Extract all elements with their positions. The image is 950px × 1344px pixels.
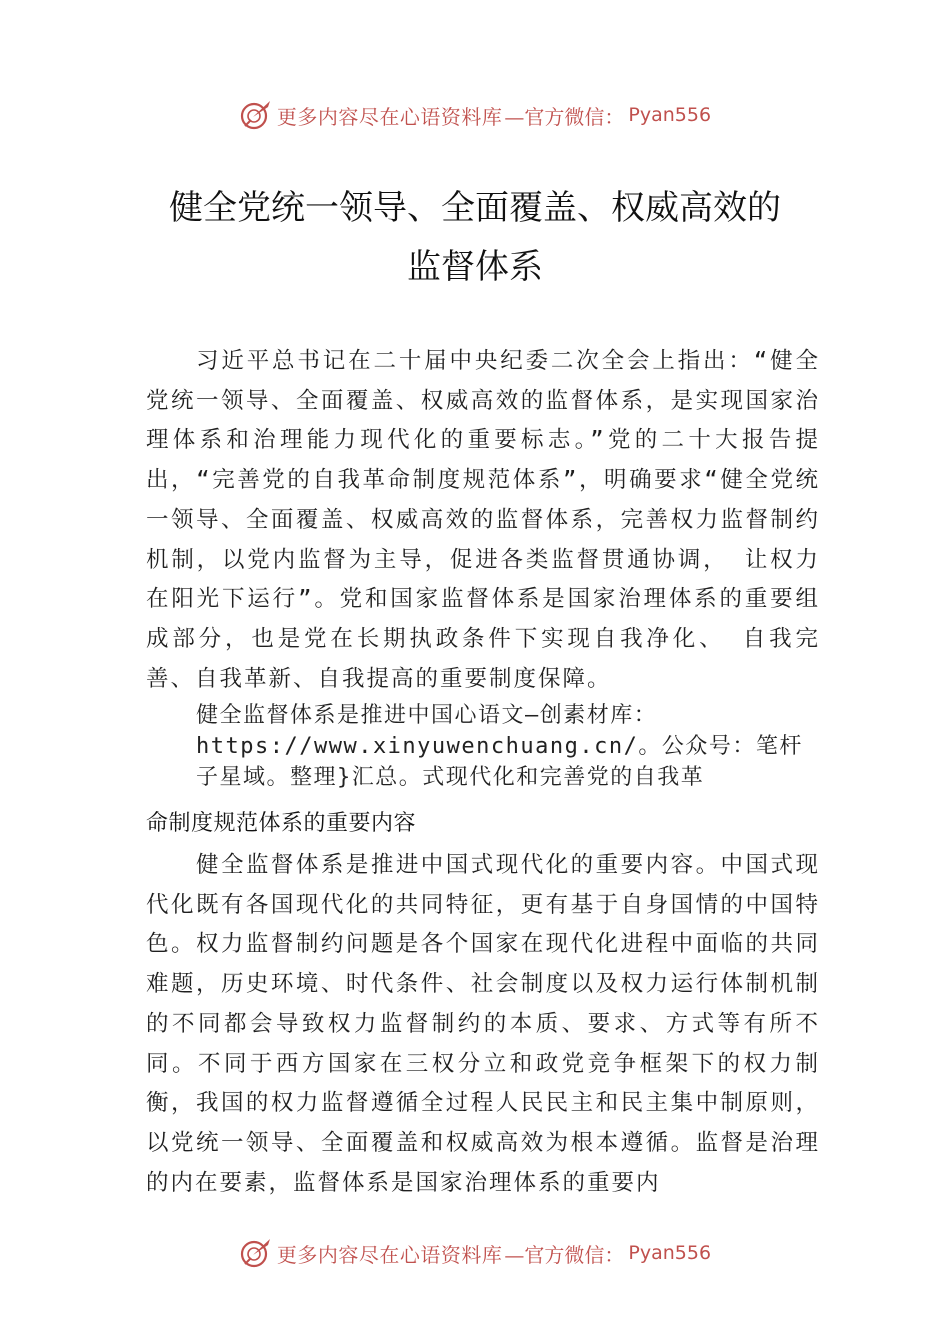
source-note: 健全监督体系是推进中国心语文—创素材库：https://www.xinyuwenchuang.cn/。公众号：笔杆子星域。整理}汇总。式现代化和完善党的自我革 (196, 703, 803, 790)
footer-banner (0, 1233, 950, 1273)
banner-sub-text: —官方微信： (504, 104, 625, 129)
banner-main-text: 更多内容尽在心语资料库 (276, 1242, 503, 1267)
banner-main-text: 更多内容尽在心语资料库 (276, 104, 503, 129)
section-heading: 命制度规范体系的重要内容 (146, 811, 417, 836)
banner-wechat-id: Pyan556 (628, 1242, 712, 1264)
paragraph-intro: 习近平总书记在二十届中央纪委二次全会上指出：“健全党统一领导、全面覆盖、权威高效的监督体系，是实现国家治理体系和治理能力现代化的重要标志。”党的二十大报告提出，“完善党的自我革命制度规范体系”，明确要求“健全党统一领导、全面覆盖、权威高效的监督体系，完善权力监督制约机制，以党内监督为主导，促进各类监督贯通协调， 让权力在阳光下运行”。党和国家监督体系是国家治理体系的重要组成部分，也是党在长期执政条件下实现自我净化、 自我完善、自我革新、自我提高的重要制度保障。 (146, 348, 820, 692)
quill-logo-icon (239, 98, 273, 132)
paragraph-body: 健全监督体系是推进中国式现代化的重要内容。中国式现代化既有各国现代化的共同特征，更有基于自身国情的中国特色。权力监督制约问题是各个国家在现代化进程中面临的共同难题，历史环境、时代条件、社会制度以及权力运行体制机制的不同都会导致权力监督制约的本质、要求、方式等有所不同。不同于西方国家在三权分立和政党竞争框架下的权力制衡，我国的权力监督遵循全过程人民民主和民主集中制原则，以党统一领导、全面覆盖和权威高效为根本遵循。监督是治理的内在要素，监督体系是国家治理体系的重要内 (146, 852, 820, 1196)
banner-sub-text: —官方微信： (504, 1242, 625, 1267)
quill-logo-icon (239, 1236, 273, 1270)
header-banner (0, 95, 950, 135)
banner-wechat-id: Pyan556 (628, 104, 712, 126)
document-title-line1: 健全党统一领导、全面覆盖、权威高效的 (169, 188, 781, 228)
document-title-line2: 监督体系 (407, 247, 543, 287)
